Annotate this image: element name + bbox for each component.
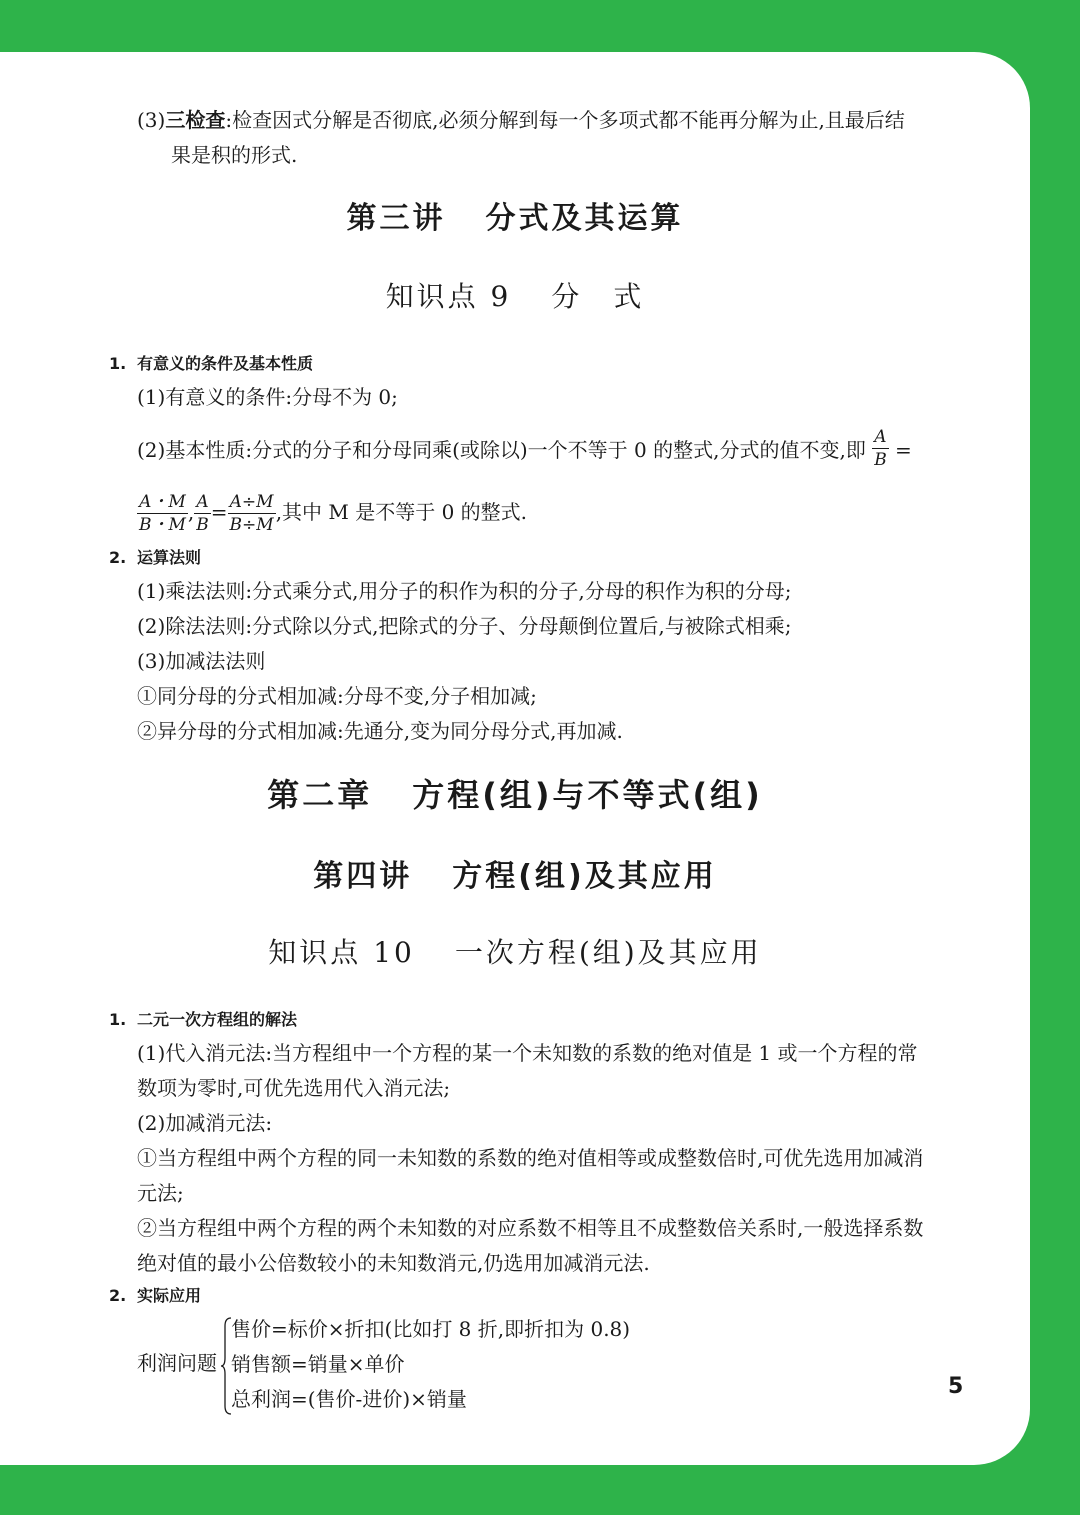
lecture4-sec1-item2a: ①当方程组中两个方程的同一未知数的系数的绝对值相等或成整数倍时,可优先选用加减消 [137,1146,924,1170]
denominator: B [196,515,209,535]
denominator: B÷M [229,515,274,535]
item-number: (3) [137,108,166,132]
equals-sign: = [210,500,228,524]
profit-label: 利润问题 [137,1351,217,1375]
lecture3-sec2-heading [109,546,201,570]
lecture-title-text: 分式及其运算 [485,201,684,236]
denominator: B・M [139,515,186,535]
lecture3-sec1-item2 [137,427,912,471]
denominator: B [874,450,887,470]
fraction-am-over-bm [137,491,188,536]
item-text: (2)基本性质:分式的分子和分母同乘(或除以)一个不等于 0 的整式,分式的值不变,即 [137,438,866,462]
lecture-number: 第四讲 [313,859,413,894]
section-number: 1. [109,354,127,373]
section-title: 二元一次方程组的解法 [137,1010,298,1029]
chapter-title-text: 方程(组)与不等式(组) [412,776,763,814]
point-label: 知识点 10 [268,936,415,969]
fraction-adm-over-bdm [228,491,276,536]
lecture3-formula-line [137,490,527,536]
lecture4-sec1-item1-cont: 数项为零时,可优先选用代入消元法; [137,1076,451,1100]
comma: , [187,500,195,524]
intro-item3 [137,105,905,135]
page-number: 5 [948,1374,964,1399]
numerator: A÷M [228,491,276,514]
section-number: 2. [109,548,127,567]
lecture-number: 第三讲 [346,201,446,236]
section-number: 2. [109,1286,127,1305]
point-title-text: 分 式 [551,280,645,313]
section-number: 1. [109,1010,127,1029]
point-title-text: 一次方程(组)及其应用 [454,936,762,969]
lecture4-sec1-item1: (1)代入消元法:当方程组中一个方程的某一个未知数的系数的绝对值是 1 或一个方程的常 [137,1041,918,1065]
equals-sign: = [895,438,912,462]
chapter-number: 第二章 [267,776,373,814]
lecture4-sec1-item2b-cont: 绝对值的最小公倍数较小的未知数消元,仍选用加减消元法. [137,1251,650,1275]
profit-formulas [231,1314,630,1419]
lecture4-sec2-heading [109,1284,201,1308]
numerator: A・M [137,491,188,514]
numerator: A [872,426,889,449]
chapter2-title [0,770,1030,816]
lecture3-title [0,193,1030,237]
lecture-title-text: 方程(组)及其应用 [452,859,717,894]
fraction-a-over-b-2 [194,491,211,536]
section-title: 实际应用 [137,1286,202,1305]
lecture3-sec1-heading [109,352,313,376]
lecture3-sec2-item1: (1)乘法法则:分式乘分式,用分子的积作为积的分子,分母的积作为积的分母; [137,579,792,603]
section-title: 有意义的条件及基本性质 [137,354,314,373]
section-title: 运算法则 [137,548,202,567]
point10-title [0,931,1030,971]
lecture3-sec2-item3a: ①同分母的分式相加减:分母不变,分子相加减; [137,684,537,708]
lecture4-sec1-item2a-cont: 元法; [137,1181,184,1205]
lecture4-title [0,851,1030,895]
profit-formula: 总利润=(售价-进价)×销量 [231,1387,467,1411]
lecture4-sec1-item2: (2)加减消元法: [137,1111,273,1135]
numerator: A [194,491,211,514]
lecture3-sec2-item3: (3)加减法法则 [137,649,266,673]
lecture3-sec2-item3b: ②异分母的分式相加减:先通分,变为同分母分式,再加减. [137,719,623,743]
lecture3-sec2-item2: (2)除法法则:分式除以分式,把除式的分子、分母颠倒位置后,与被除式相乘; [137,614,792,638]
lecture4-sec1-heading [109,1008,297,1032]
point-label: 知识点 9 [385,280,512,313]
profit-formula: 售价=标价×折扣(比如打 8 折,即折扣为 0.8) [231,1317,631,1341]
intro-item3-cont: 果是积的形式. [171,143,298,167]
item-text: :检查因式分解是否彻底,必须分解到每一个多项式都不能再分解为止,且最后结 [225,108,905,132]
point9-title [0,275,1030,315]
item-label: 三检查 [165,108,226,132]
formula-tail-text: ,其中 M 是不等于 0 的整式. [275,500,528,524]
lecture3-sec1-item1: (1)有意义的条件:分母不为 0; [137,385,398,409]
lecture4-sec1-item2b: ②当方程组中两个方程的两个未知数的对应系数不相等且不成整数倍关系时,一般选择系数 [137,1216,924,1240]
profit-formula: 销售额=销量×单价 [231,1352,405,1376]
fraction-a-over-b [872,426,889,471]
